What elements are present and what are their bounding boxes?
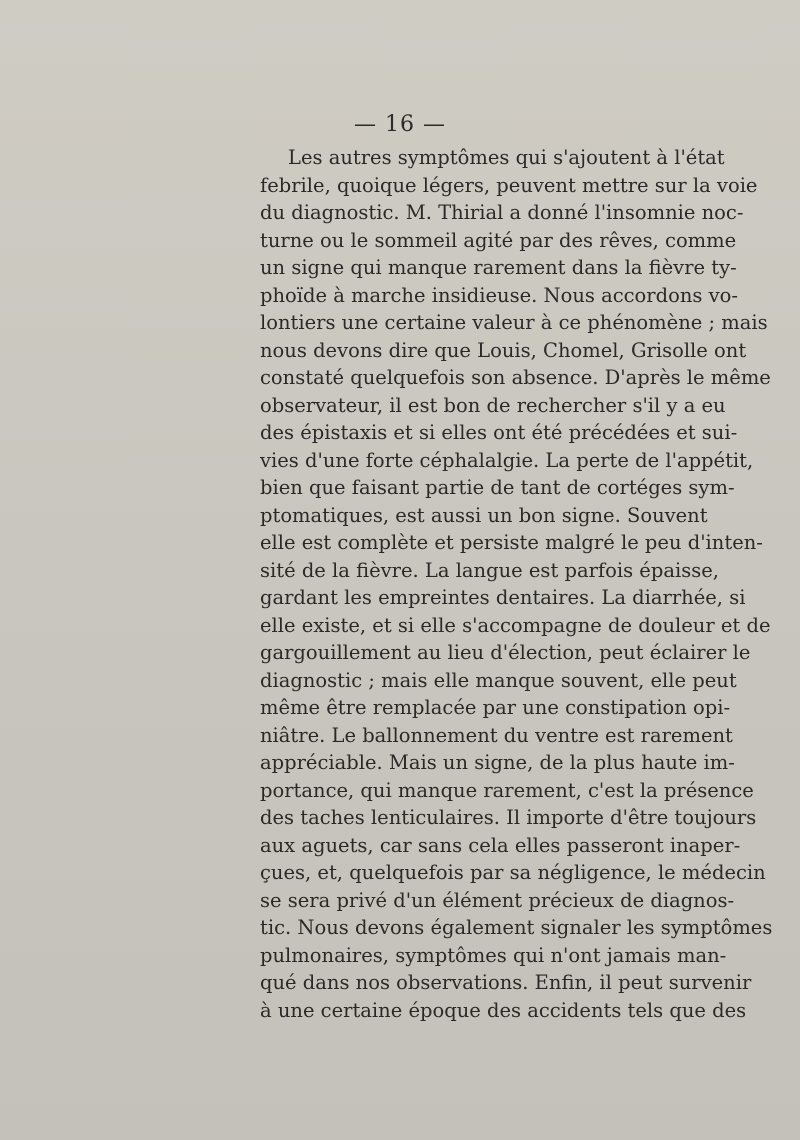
- body-text: [260, 144, 773, 1024]
- text-line: tic. Nous devons également signaler les symptômes: [260, 916, 773, 939]
- text-line: bien que faisant partie de tant de cortéges sym-: [260, 476, 735, 499]
- page-number: — 16 —: [354, 112, 446, 137]
- text-line: des épistaxis et si elles ont été précédées et sui-: [260, 421, 738, 444]
- text-line: nous devons dire que Louis, Chomel, Grisolle ont: [260, 338, 747, 362]
- text-line: diagnostic ; mais elle manque souvent, elle peut: [260, 668, 737, 692]
- text-line: elle existe, et si elle s'accompagne de douleur et de: [260, 613, 771, 637]
- text-line: turne ou le sommeil agité par des rêves, comme: [260, 228, 737, 252]
- text-line: gardant les empreintes dentaires. La diarrhée, si: [260, 586, 746, 609]
- text-line: même être remplacée par une constipation opi-: [260, 696, 731, 719]
- text-line: qué dans nos observations. Enfin, il peut survenir: [260, 971, 752, 994]
- text-line: à une certaine époque des accidents tels que des: [260, 998, 747, 1022]
- text-line: çues, et, quelquefois par sa négligence, le médecin: [260, 861, 766, 884]
- text-line: niâtre. Le ballonnement du ventre est rarement: [260, 723, 733, 747]
- text-line: observateur, il est bon de rechercher s'il y a eu: [260, 393, 726, 417]
- text-line: du diagnostic. M. Thirial a donné l'insomnie noc-: [260, 201, 744, 224]
- text-line: gargouillement au lieu d'élection, peut éclairer le: [260, 641, 751, 664]
- text-line: appréciable. Mais un signe, de la plus haute im-: [260, 751, 735, 774]
- text-line: vies d'une forte céphalalgie. La perte de l'appétit,: [260, 448, 754, 472]
- text-line: aux aguets, car sans cela elles passeront inaper-: [260, 833, 741, 857]
- text-line: elle est complète et persiste malgré le peu d'inten-: [260, 531, 763, 554]
- text-line: lontiers une certaine valeur à ce phénomène ; mais: [260, 311, 768, 334]
- text-line: constaté quelquefois son absence. D'après le même: [260, 366, 771, 389]
- text-line: se sera privé d'un élément précieux de diagnos-: [260, 888, 735, 912]
- text-line: sité de la fièvre. La langue est parfois épaisse,: [260, 558, 719, 582]
- text-line: Les autres symptômes qui s'ajoutent à l'état: [288, 146, 725, 169]
- text-line: phoïde à marche insidieuse. Nous accordons vo-: [260, 283, 738, 307]
- text-line: ptomatiques, est aussi un bon signe. Souvent: [260, 503, 708, 527]
- text-line: des taches lenticulaires. Il importe d'être toujours: [260, 806, 757, 829]
- text-line: un signe qui manque rarement dans la fièvre ty-: [260, 256, 737, 279]
- text-line: febrile, quoique légers, peuvent mettre sur la voie: [260, 173, 758, 197]
- text-line: portance, qui manque rarement, c'est la présence: [260, 778, 754, 802]
- text-line: pulmonaires, symptômes qui n'ont jamais man-: [260, 943, 727, 967]
